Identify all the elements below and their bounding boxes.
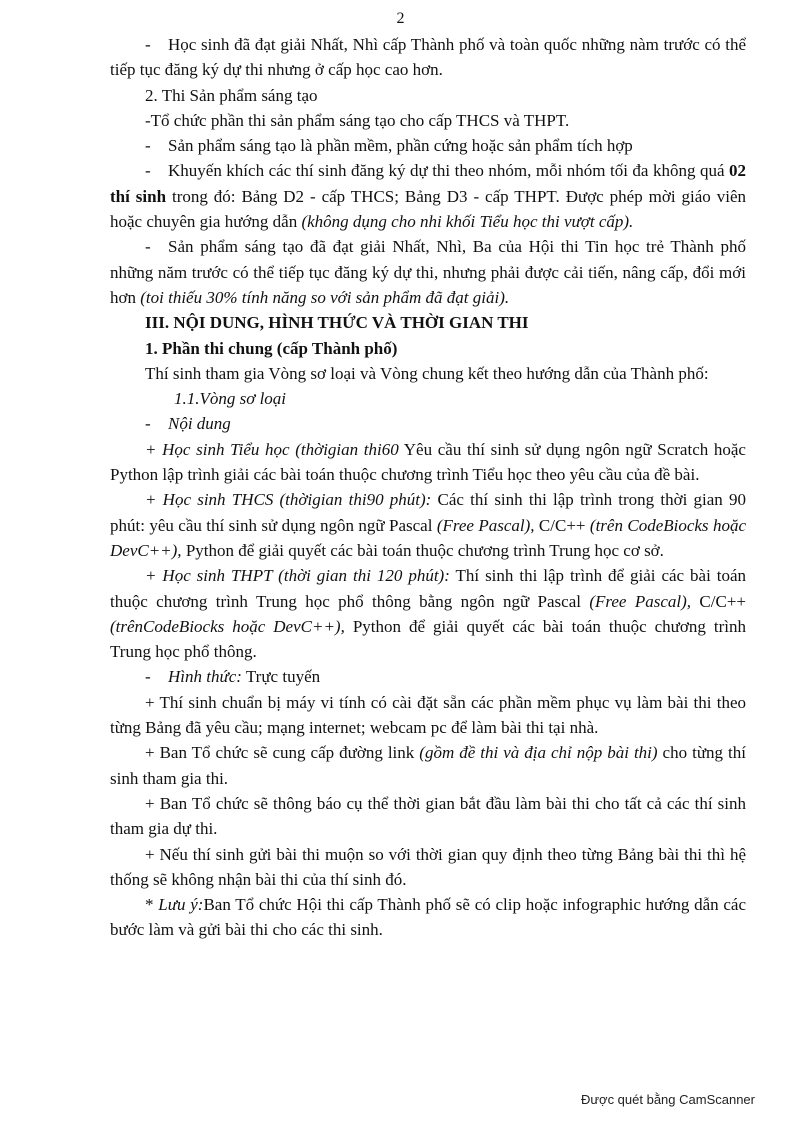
heading-content: [110, 411, 746, 436]
italic-text: Lưu ý:: [158, 895, 204, 915]
text: Sản phẩm sáng tạo đã đạt giải Nhất, Nhì, Ba của Hội thi Tin học trẻ Thành phố những năm trước có thể tiếp tục đăng ký dự thi, nhưng phải được cải tiến, nâng cấp, đổi mới hơn: [110, 237, 746, 307]
paragraph-primary: [110, 437, 746, 488]
italic-text: + Học sinh THCS (thờigian thi90 phút):: [145, 490, 432, 510]
heading-preliminary-round: 1.1.Vòng sơ loại: [174, 389, 287, 409]
dash: -: [145, 667, 151, 687]
italic-text: (toi thiếu 30% tính năng so với sản phẩm đã đạt giải).: [140, 287, 510, 307]
paragraph-notify: + Ban Tổ chức sẽ thông báo cụ thể thời gian bắt đầu làm bài thi cho tất cả các thí sinh tham gia dự thi.: [110, 793, 746, 839]
text: Trực tuyến: [241, 667, 321, 687]
text: Nội dung: [168, 414, 231, 434]
text: Thí sinh thi lập trình để giải các bài toán thuộc chương trình Trung học phổ thông bằng ngôn ngữ Pascal: [110, 566, 747, 611]
text: Yêu cầu thí sinh sử dụng ngôn ngữ Scratch hoặc Python lập trình giải các bài toán thuộc chương trình Tiểu học theo yêu cầu của đề bài.: [110, 439, 746, 485]
document-body: [110, 32, 746, 943]
italic-text: (Free Pascal),: [589, 591, 692, 611]
paragraph-previous-products: [110, 234, 746, 310]
dash: -: [145, 136, 151, 156]
italic-text: (trênCodeBiocks hoặc DevC++),: [110, 616, 345, 636]
section-creative-products: [110, 83, 746, 108]
paragraph-prepare: + Thí sinh chuẩn bị máy vi tính có cài đặt sẵn các phần mềm phục vụ làm bài thi theo từng Bảng đã yêu cầu; mạng internet; webcam pc để làm bài thi tại nhà.: [110, 692, 746, 738]
paragraph-late: + Nếu thí sinh gửi bài thi muộn so với thời gian quy định theo từng Bảng bài thi thì hệ thống sẽ không nhận bài thi của thí sinh đó.: [110, 844, 746, 889]
dash: -: [145, 161, 151, 181]
heading-general-part: 1. Phần thi chung (cấp Thành phố): [145, 338, 398, 358]
text: cho từng thí sinh tham gia thi.: [110, 743, 746, 788]
paragraph-note: [110, 892, 746, 943]
dash: -: [145, 414, 151, 434]
text: Python để giải quyết các bài toán thuộc chương trình Trung học cơ sở.: [181, 540, 664, 560]
italic-text: (không dụng cho nhi khối Tiểu học thi vượt cấp).: [301, 212, 634, 232]
paragraph-prize-winners: [110, 32, 746, 83]
paragraph-thpt: [110, 563, 746, 664]
text: C/C++: [534, 515, 590, 535]
paragraph-thcs: [110, 487, 746, 563]
text: Sản phẩm sáng tạo là phần mềm, phần cứng hoặc sản phẩm tích hợp: [168, 136, 633, 156]
text: Học sinh đã đạt giải Nhất, Nhì cấp Thành phố và toàn quốc những nàm trước có thể tiếp tục đăng ký dự thi nhưng ở cấp học cao hơn.: [110, 35, 746, 80]
text: C/C++: [691, 591, 746, 611]
text: *: [145, 895, 159, 915]
text: 2. Thi Sản phẩm sáng tạo: [145, 85, 318, 105]
text: Các thí sinh thi lập trình trong thời gian 90 phút: yêu cầu thí sinh sử dụng ngôn ngữ Pascal: [110, 490, 746, 535]
paragraph-rounds: Thí sinh tham gia Vòng sơ loại và Vòng chung kết theo hướng dẫn của Thành phố:: [145, 363, 709, 383]
text: Khuyến khích các thí sinh đăng ký dự thi theo nhóm, mỗi nhóm tối đa không quá: [168, 161, 729, 181]
camscanner-footer: Được quét bằng CamScanner: [580, 1092, 755, 1107]
paragraph-format: [110, 664, 746, 689]
italic-text: Hình thức:: [168, 667, 242, 687]
text: trong đó: Bảng D2 - cấp THCS; Bảng D3 - cấp THPT. Được phép mời giáo viên hoặc chuyên gia hướng dẫn: [110, 186, 746, 232]
italic-text: (Free Pascal),: [436, 515, 535, 535]
paragraph-link: [110, 740, 746, 791]
italic-text: (gồm đề thi và địa chỉ nộp bài thi): [419, 743, 658, 763]
text: Ban Tổ chức Hội thi cấp Thành phố sẽ có clip hoặc infographic hướng dẫn các bước làm và gửi bài thi cho các thi sinh.: [110, 895, 747, 940]
italic-text: + Học sinh Tiểu học (thờigian thi60: [145, 439, 399, 459]
paragraph-organize: [110, 108, 746, 133]
text: + Ban Tổ chức sẽ cung cấp đường link: [145, 743, 420, 763]
bold-text: 02 thí sinh: [110, 161, 746, 206]
italic-text: + Học sinh THPT (thời gian thi 120 phút):: [145, 566, 450, 586]
dash: -: [145, 35, 151, 54]
page-number: 2: [396, 10, 405, 27]
text: -Tổ chức phần thi sản phẩm sáng tạo cho cấp THCS và THPT.: [145, 110, 570, 130]
text: Python để giải quyết các bài toán thuộc chương trình Trung học phổ thông.: [110, 616, 746, 662]
dash: -: [145, 237, 151, 257]
paragraph-product-types: [110, 133, 746, 158]
paragraph-groups: [110, 158, 746, 234]
italic-text: (trên CodeBiocks hoặc DevC++),: [110, 515, 746, 560]
heading-section-iii: III. NỘI DUNG, HÌNH THỨC VÀ THỜI GIAN THI: [145, 313, 529, 333]
